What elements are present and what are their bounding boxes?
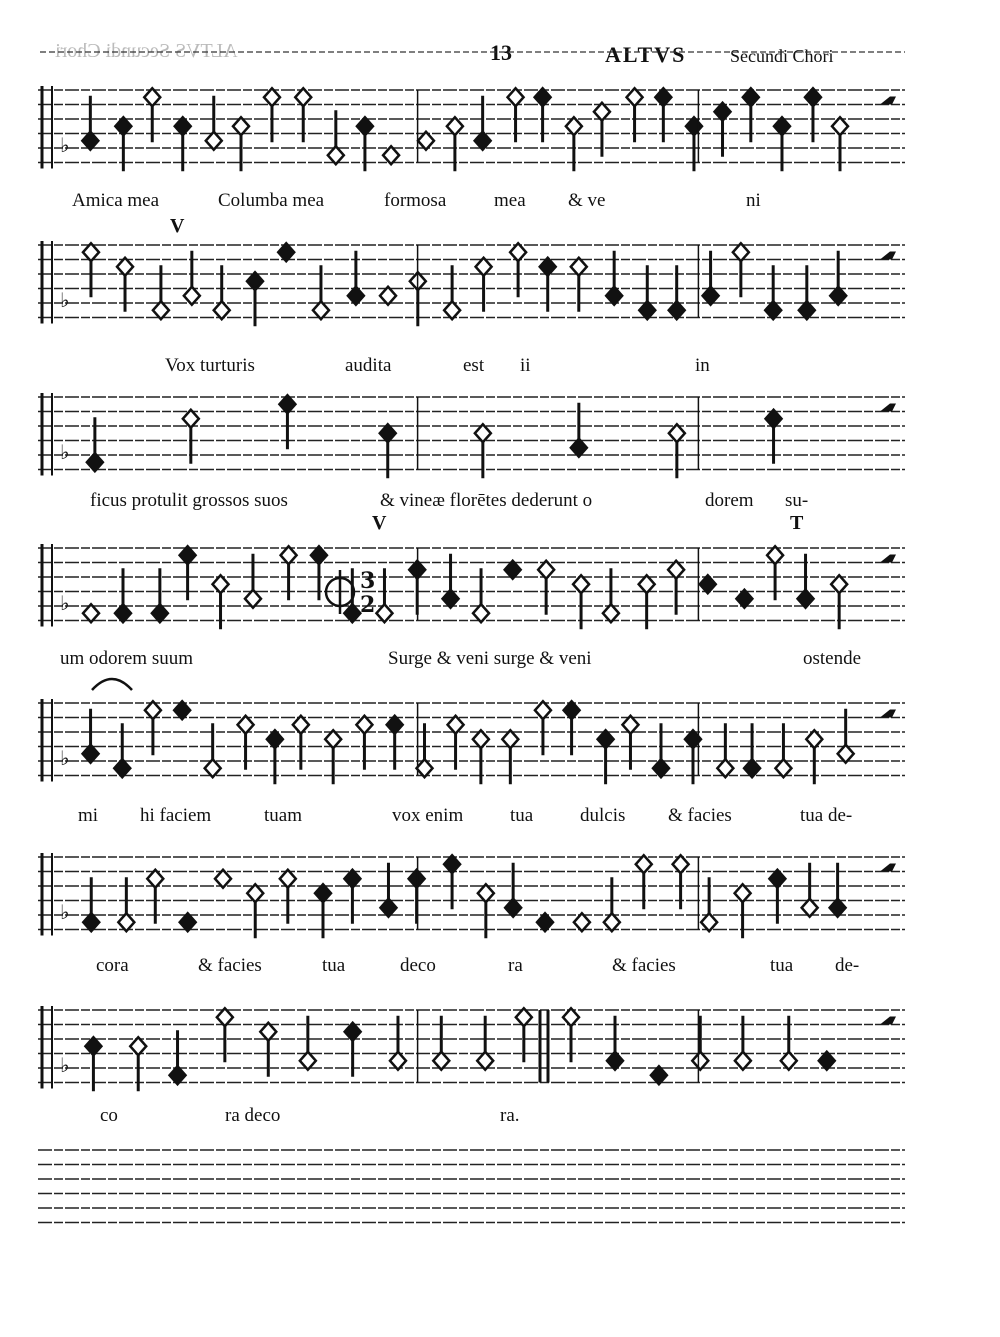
note-icon bbox=[279, 395, 295, 413]
note-icon bbox=[295, 88, 311, 106]
note-icon bbox=[766, 410, 782, 428]
lyric: mea bbox=[494, 190, 526, 211]
custos-icon bbox=[880, 252, 896, 260]
note-icon bbox=[144, 88, 160, 106]
note-icon bbox=[183, 410, 199, 428]
cue-letter: T bbox=[790, 512, 804, 534]
note-icon bbox=[376, 604, 392, 622]
note-icon bbox=[83, 243, 99, 261]
note-icon bbox=[267, 730, 283, 748]
note-icon bbox=[700, 575, 716, 593]
note-icon bbox=[669, 301, 685, 319]
note-icon bbox=[639, 301, 655, 319]
note-icon bbox=[217, 1008, 233, 1026]
note-icon bbox=[767, 546, 783, 564]
custos-icon bbox=[880, 97, 896, 105]
note-icon bbox=[508, 88, 524, 106]
note-icon bbox=[639, 575, 655, 593]
note-icon bbox=[180, 913, 196, 931]
lyric: ii bbox=[520, 355, 531, 376]
cue-letter: V bbox=[170, 215, 185, 237]
note-icon bbox=[627, 88, 643, 106]
lyric: tua bbox=[322, 955, 346, 976]
note-icon bbox=[477, 1052, 493, 1070]
note-icon bbox=[115, 117, 131, 135]
note-icon bbox=[571, 439, 587, 457]
note-icon bbox=[538, 561, 554, 579]
lyric: tua de- bbox=[800, 805, 853, 826]
lyric: formosa bbox=[384, 190, 447, 211]
lyric: su- bbox=[785, 490, 809, 511]
custos-icon bbox=[880, 555, 896, 563]
note-icon bbox=[475, 132, 491, 150]
note-icon bbox=[278, 243, 294, 261]
note-icon bbox=[636, 855, 652, 873]
note-icon bbox=[117, 258, 133, 276]
lyric: dulcis bbox=[580, 805, 626, 826]
note-icon bbox=[184, 287, 200, 305]
note-icon bbox=[603, 604, 619, 622]
note-icon bbox=[563, 1008, 579, 1026]
note-icon bbox=[390, 1052, 406, 1070]
note-icon bbox=[344, 604, 360, 622]
note-icon bbox=[417, 759, 433, 777]
note-icon bbox=[328, 146, 344, 164]
note-icon bbox=[387, 716, 403, 734]
flat-icon: ♭ bbox=[60, 900, 70, 924]
part-name: ALTVS bbox=[605, 42, 687, 67]
custos-icon bbox=[880, 710, 896, 718]
flat-icon: ♭ bbox=[60, 746, 70, 770]
note-icon bbox=[573, 575, 589, 593]
lyric: ficus protulit grossos suos bbox=[90, 490, 288, 511]
note-icon bbox=[806, 730, 822, 748]
note-icon bbox=[118, 913, 134, 931]
lyric: & vineæ florētes dederunt o bbox=[380, 490, 593, 511]
note-icon bbox=[473, 730, 489, 748]
note-icon bbox=[606, 287, 622, 305]
note-icon bbox=[703, 287, 719, 305]
note-icon bbox=[215, 870, 231, 888]
note-icon bbox=[247, 884, 263, 902]
note-icon bbox=[475, 424, 491, 442]
note-icon bbox=[478, 884, 494, 902]
note-icon bbox=[604, 913, 620, 931]
note-icon bbox=[170, 1066, 186, 1084]
lyric: Vox turturis bbox=[165, 355, 255, 376]
note-icon bbox=[830, 899, 846, 917]
note-icon bbox=[313, 301, 329, 319]
lyric: Amica mea bbox=[72, 190, 160, 211]
note-icon bbox=[180, 546, 196, 564]
note-icon bbox=[447, 117, 463, 135]
note-icon bbox=[805, 88, 821, 106]
note-icon bbox=[153, 301, 169, 319]
note-icon bbox=[315, 884, 331, 902]
custos-icon bbox=[880, 1017, 896, 1025]
note-icon bbox=[444, 301, 460, 319]
note-icon bbox=[174, 701, 190, 719]
note-icon bbox=[717, 759, 733, 777]
lyric: mi bbox=[78, 805, 99, 826]
flat-icon: ♭ bbox=[60, 440, 70, 464]
note-icon bbox=[433, 1052, 449, 1070]
note-icon bbox=[418, 132, 434, 150]
note-icon bbox=[311, 546, 327, 564]
note-icon bbox=[765, 301, 781, 319]
note-icon bbox=[686, 117, 702, 135]
lyric: tua bbox=[770, 955, 794, 976]
lyric: ra. bbox=[500, 1105, 520, 1126]
lyric: & facies bbox=[198, 955, 262, 976]
note-icon bbox=[743, 88, 759, 106]
lyric: Surge & veni surge & veni bbox=[388, 648, 592, 669]
note-icon bbox=[774, 117, 790, 135]
note-icon bbox=[769, 870, 785, 888]
lyric: & facies bbox=[668, 805, 732, 826]
note-icon bbox=[564, 701, 580, 719]
note-icon bbox=[130, 1037, 146, 1055]
custos-icon bbox=[880, 404, 896, 412]
note-icon bbox=[325, 730, 341, 748]
note-icon bbox=[82, 132, 98, 150]
lyric: hi faciem bbox=[140, 805, 212, 826]
note-icon bbox=[735, 884, 751, 902]
note-icon bbox=[260, 1023, 276, 1041]
time-signature-top: 3 bbox=[360, 568, 376, 594]
note-icon bbox=[540, 258, 556, 276]
note-icon bbox=[510, 243, 526, 261]
note-icon bbox=[281, 546, 297, 564]
note-icon bbox=[535, 701, 551, 719]
lyric: um odorem suum bbox=[60, 648, 193, 669]
note-icon bbox=[673, 855, 689, 873]
note-icon bbox=[571, 258, 587, 276]
note-icon bbox=[147, 870, 163, 888]
note-icon bbox=[206, 132, 222, 150]
note-icon bbox=[736, 590, 752, 608]
note-icon bbox=[348, 287, 364, 305]
note-icon bbox=[669, 424, 685, 442]
note-icon bbox=[798, 590, 814, 608]
note-icon bbox=[344, 870, 360, 888]
note-icon bbox=[831, 575, 847, 593]
note-icon bbox=[622, 716, 638, 734]
note-icon bbox=[598, 730, 614, 748]
lyric: ostende bbox=[803, 648, 862, 669]
bleed-through-header: ALTVS Secundi Chori bbox=[55, 40, 238, 62]
lyric: est bbox=[463, 355, 485, 376]
lyric: ra deco bbox=[225, 1105, 281, 1126]
cue-letter: V bbox=[372, 512, 387, 534]
note-icon bbox=[357, 117, 373, 135]
note-icon bbox=[214, 301, 230, 319]
note-icon bbox=[444, 855, 460, 873]
lyric: ni bbox=[746, 190, 761, 211]
custos-icon bbox=[880, 864, 896, 872]
note-icon bbox=[175, 117, 191, 135]
note-icon bbox=[819, 1052, 835, 1070]
note-icon bbox=[651, 1066, 667, 1084]
note-icon bbox=[213, 575, 229, 593]
note-icon bbox=[668, 561, 684, 579]
time-signature-bottom: 2 bbox=[360, 592, 376, 618]
note-icon bbox=[300, 1052, 316, 1070]
note-icon bbox=[516, 1008, 532, 1026]
note-icon bbox=[264, 88, 280, 106]
note-icon bbox=[566, 117, 582, 135]
note-icon bbox=[502, 730, 518, 748]
note-icon bbox=[653, 759, 669, 777]
lyric: dorem bbox=[705, 490, 754, 511]
note-icon bbox=[799, 301, 815, 319]
note-icon bbox=[733, 243, 749, 261]
note-icon bbox=[607, 1052, 623, 1070]
slur-icon bbox=[92, 679, 132, 690]
note-icon bbox=[380, 899, 396, 917]
note-icon bbox=[838, 745, 854, 763]
flat-icon: ♭ bbox=[60, 133, 70, 157]
note-icon bbox=[802, 899, 818, 917]
note-icon bbox=[409, 870, 425, 888]
lyric: tua bbox=[510, 805, 534, 826]
note-icon bbox=[205, 759, 221, 777]
note-icon bbox=[535, 88, 551, 106]
note-icon bbox=[830, 287, 846, 305]
note-icon bbox=[247, 272, 263, 290]
lyric: in bbox=[695, 355, 710, 376]
note-icon bbox=[85, 1037, 101, 1055]
lyric: audita bbox=[345, 355, 392, 376]
page-number: 13 bbox=[490, 40, 512, 65]
note-icon bbox=[152, 604, 168, 622]
note-icon bbox=[832, 117, 848, 135]
lyric: deco bbox=[400, 955, 436, 976]
note-icon bbox=[775, 759, 791, 777]
lyric: vox enim bbox=[392, 805, 464, 826]
note-icon bbox=[383, 146, 399, 164]
lyric: co bbox=[100, 1105, 118, 1126]
note-icon bbox=[356, 716, 372, 734]
note-icon bbox=[87, 453, 103, 471]
lyric: & ve bbox=[568, 190, 606, 211]
note-icon bbox=[744, 759, 760, 777]
note-icon bbox=[655, 88, 671, 106]
note-icon bbox=[473, 604, 489, 622]
flat-icon: ♭ bbox=[60, 288, 70, 312]
note-icon bbox=[293, 716, 309, 734]
note-icon bbox=[692, 1052, 708, 1070]
note-icon bbox=[145, 701, 161, 719]
note-icon bbox=[83, 913, 99, 931]
lyric: ra bbox=[508, 955, 523, 976]
lyric: cora bbox=[96, 955, 129, 976]
note-icon bbox=[114, 759, 130, 777]
note-icon bbox=[233, 117, 249, 135]
note-icon bbox=[380, 424, 396, 442]
note-icon bbox=[83, 745, 99, 763]
note-icon bbox=[505, 561, 521, 579]
part-subtitle: Secundi Chori bbox=[730, 46, 834, 66]
note-icon bbox=[83, 604, 99, 622]
lyric: & facies bbox=[612, 955, 676, 976]
note-icon bbox=[443, 590, 459, 608]
note-icon bbox=[537, 913, 553, 931]
note-icon bbox=[345, 1023, 361, 1041]
note-icon bbox=[280, 870, 296, 888]
lyric: tuam bbox=[264, 805, 302, 826]
note-icon bbox=[505, 899, 521, 917]
note-icon bbox=[476, 258, 492, 276]
note-icon bbox=[448, 716, 464, 734]
lyric: Columba mea bbox=[218, 190, 325, 211]
flat-icon: ♭ bbox=[60, 591, 70, 615]
flat-icon: ♭ bbox=[60, 1053, 70, 1077]
note-icon bbox=[380, 287, 396, 305]
note-icon bbox=[781, 1052, 797, 1070]
note-icon bbox=[701, 913, 717, 931]
note-icon bbox=[715, 103, 731, 121]
lyric: de- bbox=[835, 955, 860, 976]
note-icon bbox=[115, 604, 131, 622]
note-icon bbox=[245, 590, 261, 608]
note-icon bbox=[574, 913, 590, 931]
note-icon bbox=[238, 716, 254, 734]
note-icon bbox=[735, 1052, 751, 1070]
note-icon bbox=[594, 103, 610, 121]
